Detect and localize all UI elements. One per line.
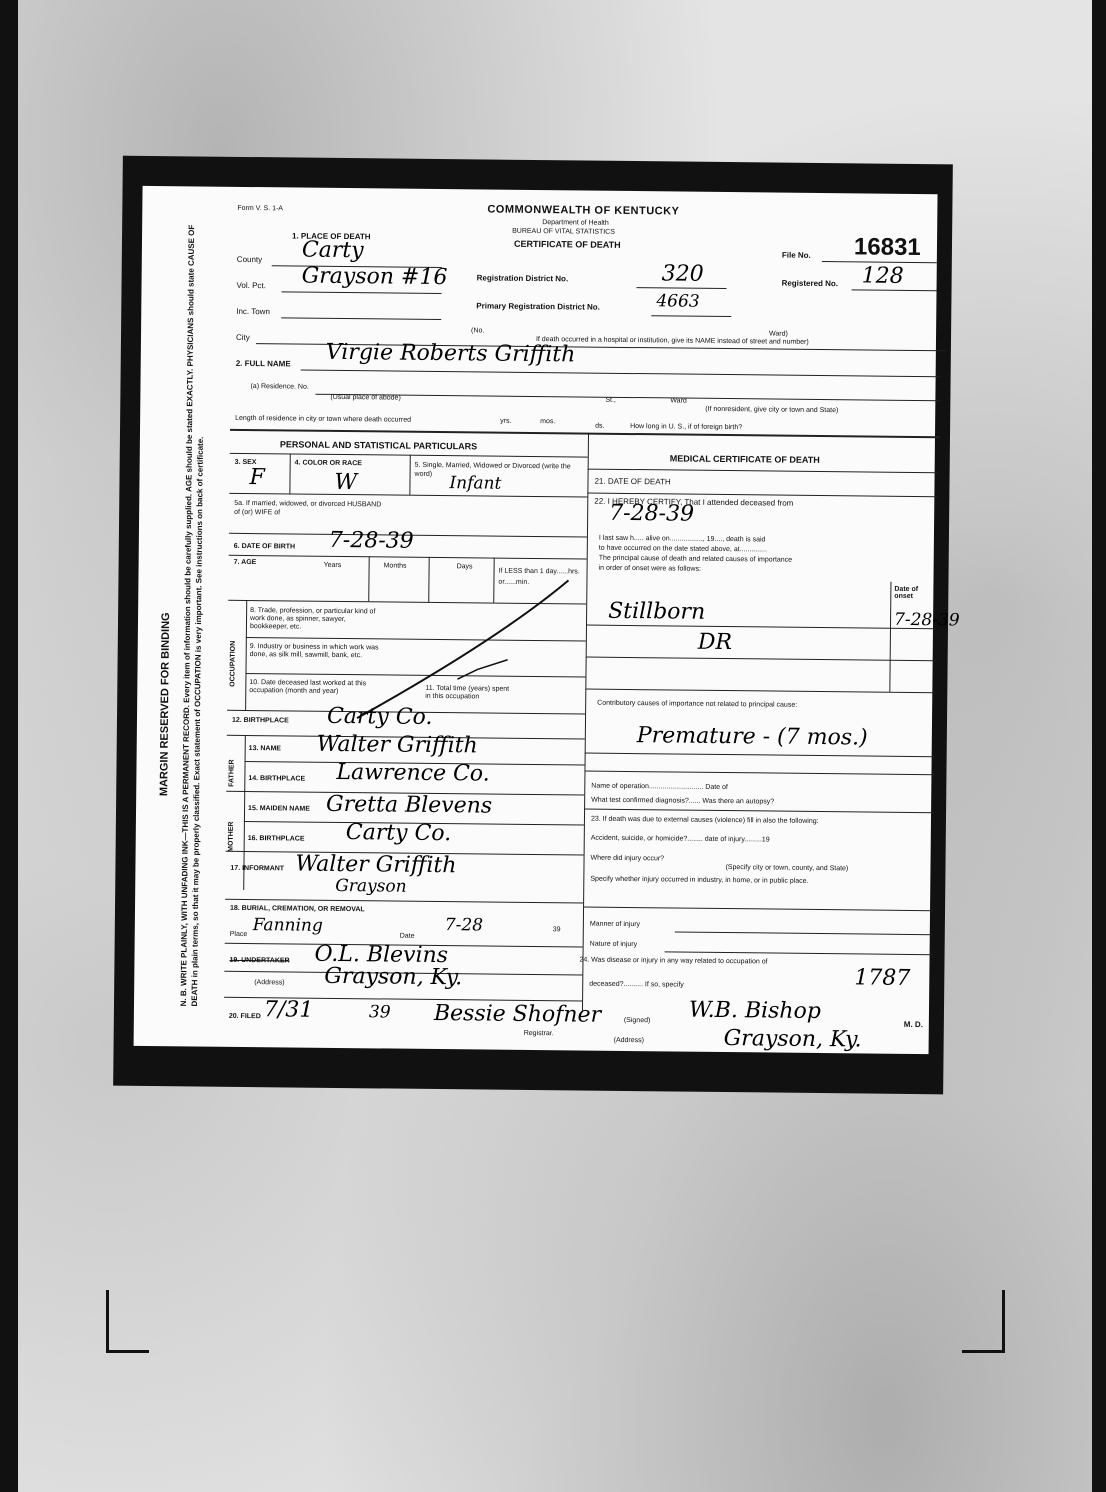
form-number: Form V. S. 1-A — [237, 204, 284, 213]
registered-no-label: Registered No. — [781, 278, 839, 289]
dob-label: 6. DATE OF BIRTH — [233, 542, 296, 551]
days-label: Days — [456, 563, 473, 571]
age-label: 7. AGE — [233, 558, 257, 567]
test-label: What test confirmed diagnosis?...... Was there an autopsy? — [591, 796, 775, 806]
burial-year-value: 39 — [552, 926, 561, 934]
primary-district-label: Primary Registration District No. — [476, 301, 600, 312]
burial-place-value: Fanning — [252, 915, 323, 936]
physician-signature: W.B. Bishop — [688, 997, 822, 1025]
physician-address-label: (Address) — [613, 1036, 645, 1045]
usual-place-label: (Usual place of abode) — [330, 393, 401, 402]
occupation-9-label: 9. Industry or business in which work was done, as silk mill, sawmill, bank, etc. — [249, 643, 379, 660]
certificate-card — [113, 156, 960, 1095]
mother-side-label: MOTHER — [227, 821, 235, 852]
onset-label: Date of onset — [894, 585, 919, 600]
specify-city-label: (Specify city or town, county, and State) — [725, 864, 849, 873]
file-no-value: 16831 — [853, 233, 921, 262]
burial-label: 18. BURIAL, CREMATION, OR REMOVAL — [229, 904, 365, 914]
personal-heading: PERSONAL AND STATISTICAL PARTICULARS — [279, 439, 478, 452]
father-name-value: Walter Griffith — [316, 731, 478, 759]
county-label: County — [236, 254, 263, 265]
certify-label: 22. I HEREBY CERTIFY, That I attended deceased from — [594, 496, 794, 508]
specify-location-label: Specify whether injury occurred in industry, in home, or in public place. — [590, 875, 809, 885]
mother-birthplace-label: 16. BIRTHPLACE — [247, 835, 305, 843]
color-value: W — [334, 469, 358, 496]
filed-year: 39 — [368, 1002, 391, 1023]
mother-maiden-label: 15. MAIDEN NAME — [248, 805, 310, 813]
principal-cause-line: The principal cause of death and related causes of importance — [598, 554, 793, 564]
yrs-label: yrs. — [500, 417, 512, 425]
medical-heading: MEDICAL CERTIFICATE OF DEATH — [669, 453, 820, 465]
length-of-residence-label: Length of residence in city or town where death occurred — [235, 414, 412, 424]
burial-date-label: Date — [399, 932, 415, 940]
nature-label: Nature of injury — [589, 940, 638, 949]
city-label: City — [235, 332, 250, 343]
years-label: Years — [323, 561, 342, 569]
physician-mark: DR — [697, 629, 733, 656]
crop-mark-bottom-right — [962, 1290, 1005, 1353]
occupation-related-label: 24. Was disease or injury in any way related to occupation of — [579, 956, 768, 966]
occupation-code: 1787 — [854, 965, 911, 991]
crop-mark-bottom-left — [106, 1290, 149, 1353]
registrar-signature: Bessie Shofner — [433, 1000, 602, 1028]
ward-label: Ward) — [769, 330, 788, 338]
marital-value: Infant — [449, 473, 502, 494]
physician-address-value: Grayson, Ky. — [723, 1026, 862, 1053]
manner-label: Manner of injury — [589, 920, 641, 929]
film-edge-left — [0, 0, 18, 1492]
burial-date-value: 7-28 — [444, 915, 484, 936]
ds-label: ds. — [595, 422, 605, 430]
signed-label: (Signed) — [623, 1016, 651, 1025]
external-causes-label: 23. If death was due to external causes (violence) fill in also the following: — [590, 815, 819, 826]
hospital-note: If death occurred in a hospital or institution, give its NAME instead of street and number) — [535, 336, 809, 346]
occupation-10-label: 10. Date deceased last worked at this occupation (month and year) — [249, 679, 367, 695]
deceased-specify-label: deceased?.......... If so, specify — [589, 980, 684, 989]
cause-value: Stillborn — [608, 598, 706, 625]
place-of-death-label: 1. PLACE OF DEATH — [292, 231, 371, 242]
father-side-label: FATHER — [228, 759, 236, 787]
vol-value: Grayson #16 — [301, 263, 448, 291]
full-name-value: Virgie Roberts Griffith — [325, 339, 576, 368]
certify-date: 7-28-39 — [609, 500, 695, 527]
months-label: Months — [383, 562, 407, 570]
full-name-label: 2. FULL NAME — [235, 358, 291, 369]
bureau-label: BUREAU OF VITAL STATISTICS — [512, 227, 615, 236]
registered-no-value: 128 — [861, 263, 904, 289]
sex-value: F — [249, 465, 265, 491]
last-saw-line: I last saw h..... alive on................., 19...., death is said — [598, 534, 766, 544]
informant-value: Walter Griffith — [295, 851, 457, 879]
informant-address: Grayson — [335, 875, 407, 897]
sex-label: 3. SEX — [234, 458, 257, 467]
undertaker-address-label: (Address) — [254, 979, 285, 987]
occupation-side-label: OCCUPATION — [229, 640, 237, 687]
mos-label: mos. — [540, 418, 556, 426]
father-birthplace-value: Lawrence Co. — [336, 759, 490, 787]
accident-label: Accident, suicide, or homicide?........ date of injury.........19 — [590, 834, 770, 844]
inc-town-label: Inc. Town — [236, 306, 270, 317]
occurred-line: to have occurred on the date stated above, at.............. — [598, 544, 767, 554]
undertaker-value: O.L. Blevins — [314, 941, 449, 969]
husband-label: 5a. If married, widowed, or divorced HUSBAND of (or) WIFE of — [234, 499, 382, 517]
contributory-label: Contributory causes of importance not related to principal cause: — [597, 699, 798, 709]
registrar-label: Registrar. — [523, 1029, 554, 1038]
filed-label: 20. FILED — [228, 1012, 261, 1021]
department-label: Department of Health — [542, 219, 609, 227]
undertaker-address-value: Grayson, Ky. — [324, 963, 463, 991]
primary-district-value: 4663 — [656, 291, 700, 312]
street-label: St., — [605, 396, 616, 404]
no-label: (No. — [471, 327, 485, 335]
occupation-11-label: 11. Total time (years) spent in this occupation — [425, 684, 510, 701]
film-edge-right — [1092, 0, 1106, 1492]
birthplace-value: Carty Co. — [326, 703, 433, 730]
date-of-death-label: 21. DATE OF DEATH — [594, 476, 671, 487]
marital-label: 5. Single, Married, Widowed or Divorced (write the word) — [414, 461, 571, 478]
mother-birthplace-value: Carty Co. — [345, 820, 452, 847]
dob-value: 7-28-39 — [328, 527, 414, 554]
instructions-text: N. B. WRITE PLAINLY, WITH UNFADING INK—THIS IS A PERMANENT RECORD. Every item of information should be carefully supplied. AGE should be stated EXACTLY. PHYSICIANS should state CAUSE OF DEATH in plain terms, so that it may be properly classified. Exact statement of OCCUPATION is very important. See instructions on back of certificate. — [178, 224, 205, 1007]
filed-value: 7/31 — [263, 997, 314, 1023]
vol-label: Vol. Pct. — [236, 280, 266, 291]
color-label: 4. COLOR OR RACE — [294, 459, 363, 468]
how-long-label: How long in U. S., if of foreign birth? — [630, 423, 743, 432]
where-injury-label: Where did injury occur? — [590, 854, 665, 863]
onset-value: 7-28-39 — [893, 609, 960, 631]
residence-label: (a) Residence. No. — [250, 383, 309, 391]
occupation-8-label: 8. Trade, profession, or particular kind of work done, as spinner, sawyer, bookkeeper, etc. — [249, 607, 376, 631]
ward2-label: Ward — [670, 397, 687, 405]
nonresident-note: (If nonresident, give city or town and State) — [705, 405, 839, 415]
state-title: COMMONWEALTH OF KENTUCKY — [487, 203, 680, 218]
less-than-day-label: If LESS than 1 day......hrs. or......min. — [498, 567, 580, 586]
md-label: M. D. — [903, 1019, 923, 1030]
informant-label: 17. INFORMANT — [230, 864, 285, 873]
reg-district-label: Registration District No. — [476, 273, 569, 284]
reg-district-value: 320 — [661, 261, 704, 287]
mother-maiden-value: Gretta Blevens — [325, 791, 493, 819]
father-name-label: 13. NAME — [248, 745, 282, 753]
binding-margin-label: MARGIN RESERVED FOR BINDING — [158, 612, 173, 797]
county-value: Carty — [301, 237, 364, 264]
operation-label: Name of operation............................ Date of — [591, 782, 728, 792]
certificate-paper — [134, 186, 960, 1054]
certificate-title: CERTIFICATE OF DEATH — [513, 238, 621, 250]
file-no-label: File No. — [781, 250, 811, 260]
contributory-value: Premature - (7 mos.) — [636, 723, 868, 751]
father-birthplace-label: 14. BIRTHPLACE — [248, 775, 306, 783]
birthplace-label: 12. BIRTHPLACE — [231, 716, 289, 725]
burial-place-label: Place — [229, 930, 248, 939]
undertaker-label: 19. UNDERTAKER — [229, 956, 290, 965]
order-onset-line: in order of onset were as follows: — [598, 564, 701, 573]
